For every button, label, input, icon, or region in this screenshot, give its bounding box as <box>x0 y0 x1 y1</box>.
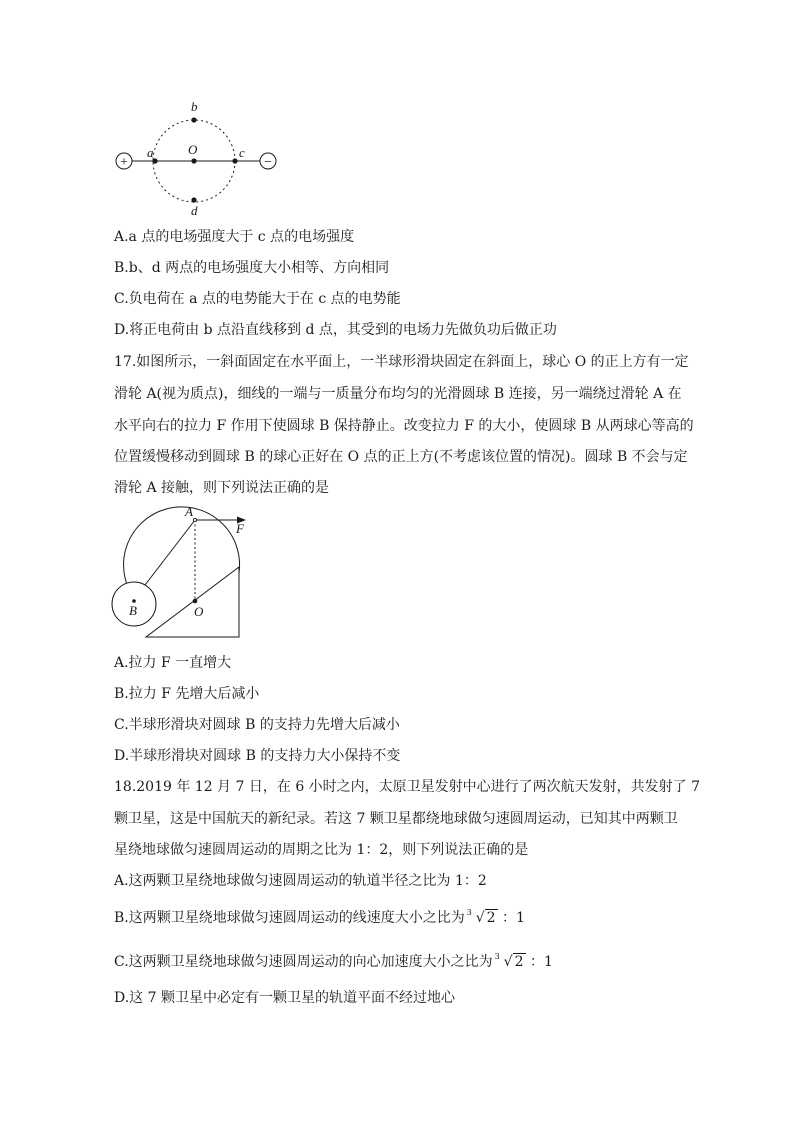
q17-option-b: B.拉力 F 先增大后减小 <box>114 686 260 702</box>
root-radicand: 2 <box>514 954 524 970</box>
point-O <box>193 599 198 604</box>
q18-stem-line-3: 星绕地球做匀速圆周运动的周期之比为 1：2，则下列说法正确的是 <box>114 842 529 858</box>
negative-charge-sign: − <box>264 155 272 170</box>
q17-stem-line-1: 17.如图所示，一斜面固定在水平面上，一半球形滑块固定在斜面上，球心 O 的正上方有一定 <box>114 354 689 370</box>
q17-option-c: C.半球形滑块对圆球 B 的支持力先增大后减小 <box>114 717 400 733</box>
root-index: 3 <box>494 952 500 961</box>
pulley-A <box>193 518 196 521</box>
label-d: d <box>191 203 198 218</box>
q18-option-c <box>114 952 553 972</box>
dipole-figure <box>110 98 285 218</box>
point-O <box>191 158 196 163</box>
point-b <box>191 117 196 122</box>
q18-stem-line-1: 18.2019 年 12 月 7 日，在 6 小时之内，太原卫星发射中心进行了两次航天发射，共发射了 7 <box>114 779 701 795</box>
cube-root-2: 3 √ 2 <box>495 952 526 972</box>
q16-option-a: A.a 点的电场强度大于 c 点的电场强度 <box>114 229 355 245</box>
label-O: O <box>194 604 204 619</box>
label-b: b <box>191 99 198 114</box>
q18-option-b-suffix: ：1 <box>502 910 525 926</box>
q18-option-b <box>114 908 525 928</box>
label-F: F <box>236 521 244 536</box>
point-d <box>191 197 196 202</box>
q17-option-a: A.拉力 F 一直增大 <box>114 655 232 671</box>
label-A: A <box>185 504 193 519</box>
root-index: 3 <box>466 908 472 917</box>
q17-stem-line-5: 滑轮 A 接触，则下列说法正确的是 <box>114 480 330 496</box>
label-O: O <box>188 142 198 157</box>
point-c <box>232 158 237 163</box>
q18-option-c-text: C.这两颗卫星绕地球做匀速圆周运动的向心加速度大小之比为 <box>114 954 493 970</box>
q18-option-a: A.这两颗卫星绕地球做匀速圆周运动的轨道半径之比为 1：2 <box>114 873 487 889</box>
incline-block <box>146 567 239 637</box>
q17-stem-line-2: 滑轮 A(视为质点)，细线的一端与一质量分布均匀的光滑圆球 B 连接，另一端绕过滑轮 A 在 <box>114 386 682 402</box>
q17-option-d: D.半球形滑块对圆球 B 的支持力大小保持不变 <box>114 748 401 764</box>
q16-option-d: D.将正电荷由 b 点沿直线移到 d 点，其受到的电场力先做负功后做正功 <box>114 322 557 338</box>
root-radicand: 2 <box>486 910 496 926</box>
q18-stem-line-2: 颗卫星，这是中国航天的新纪录。若这 7 颗卫星都绕地球做匀速圆周运动，已知其中两颗卫 <box>114 811 678 827</box>
label-B: B <box>129 603 137 618</box>
label-a: a <box>147 145 154 160</box>
rope <box>145 520 195 585</box>
incline-figure <box>108 502 258 644</box>
q17-stem-line-3: 水平向右的拉力 F 作用下使圆球 B 保持静止。改变拉力 F 的大小，使圆球 B 从两球心等高的 <box>114 418 694 434</box>
q16-option-c: C.负电荷在 a 点的电势能大于在 c 点的电势能 <box>114 291 401 307</box>
q18-option-b-text: B.这两颗卫星绕地球做匀速圆周运动的线速度大小之比为 <box>114 910 465 926</box>
q16-option-b: B.b、d 两点的电场强度大小相等、方向相同 <box>114 260 390 276</box>
label-c: c <box>239 145 245 160</box>
q18-option-c-suffix: ：1 <box>529 954 553 970</box>
q18-option-d: D.这 7 颗卫星中必定有一颗卫星的轨道平面不经过地心 <box>114 990 455 1006</box>
q17-stem-line-4: 位置缓慢移动到圆球 B 的球心正好在 O 点的正上方(不考虑该位置的情况)。圆球 B 不会与定 <box>114 449 688 465</box>
positive-charge-sign: + <box>120 155 128 170</box>
cube-root-2: 3 √ 2 <box>467 908 498 928</box>
